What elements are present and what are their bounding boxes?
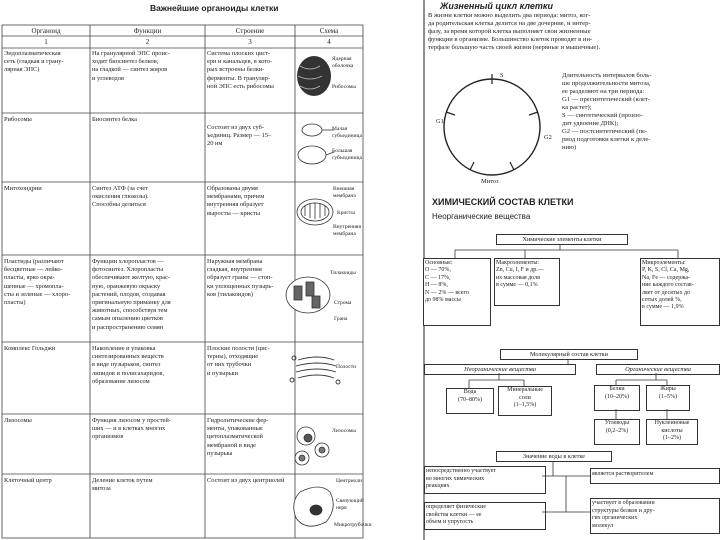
- row-name-mito: Митохондрии: [4, 185, 42, 192]
- carbs-box: Углеводы (0,2–2%): [594, 419, 640, 445]
- cycle-label-s: S: [500, 72, 504, 79]
- water-role-4: участвует в образовании структуры белков и дру- гих органических молекул: [590, 498, 720, 534]
- water-role-3: определяет физические свойства клетки — ее объем и упругость: [424, 502, 546, 530]
- row-func-er: На гранулярной ЭПС проис- ходит биосинтез белков, на гладкой — синтез жиров и углеводов: [92, 50, 170, 82]
- water-role-1: непосредственно участвует во многих химических реакциях: [424, 466, 546, 494]
- water-header-box: Значение воды в клетке: [496, 451, 612, 462]
- label-nuclear-envelope: Ядерная оболочка: [332, 56, 354, 69]
- macro-box: Основные: О — 70%, С — 17%, Н — 8%, N — 2% — всего до 98% массы: [423, 258, 491, 326]
- row-func-mito: Синтез АТФ (за счет окисления глюкозы). Способны делиться: [92, 185, 149, 209]
- micro-box: Макроэлементы: Zn, Cu, I, F и др.— их массовая доля в сумме — 0,1%: [494, 258, 560, 306]
- row-name-er: Эндоплазматическая сеть (гладкая и грану- лярная ЭПС): [4, 50, 64, 74]
- colnum-4: 4: [327, 38, 331, 46]
- life-cycle-periods: Длительность интервалов боль- ше продолжительности митоза, ее разделяют на три периода: G1 — пресинтетический (клет- ка растет); S — синтетический (произо- дит удвоение ДНК); G2 — постсинтетический (пе- риод подготовки клетки к деле- нию): [562, 72, 652, 151]
- label-small-subunit: Малая субъединица: [332, 126, 362, 139]
- organic-box: Органические вещества: [596, 364, 720, 375]
- header-organoid: Органоид: [31, 27, 61, 35]
- nucleic-box: Нуклеиновые кислоты (1–2%): [646, 419, 698, 445]
- water-box: Вода (70–80%): [446, 388, 494, 414]
- label-lysosomes: Лизосомы: [332, 428, 356, 434]
- label-cristae: Кристы: [337, 210, 355, 216]
- header-scheme: Схема: [319, 27, 339, 35]
- trace-box: Микроэлементы: Р, K, S, Cl, Ca, Mg, Na, Fe — содержа- ние каждого состав- ляет от десятых до сотых долей %, в сумме — 1,9%: [640, 258, 720, 326]
- header-structure: Строение: [235, 27, 265, 35]
- row-name-plastid: Пластиды (различают бесцветные — лейко- пласты, ярко окра- шенные — хромопла- сты и зеленые — хлоро- пласты): [4, 258, 71, 307]
- label-connecting: Связующий нерв: [336, 498, 364, 511]
- row-struct-plastid: Наружная мембрана гладкая, внутренняя образует граны — стоп- ки уплощенных пузырь- ков (тилакоидов): [207, 258, 274, 298]
- colnum-2: 2: [145, 38, 150, 46]
- row-func-plastid: Функции хлоропластов — фотосинтез. Хлоропласты обеспечивают желтую, крас- ную, оранжевую окраску растений, плодов, создавая оригинальную приманку для животных, способствуя тем самым опылению цветков и распространению семян: [92, 258, 171, 331]
- row-func-centrosome: Деление клеток путем митоза: [92, 477, 153, 493]
- row-struct-lysosome: Гидролитические фер- менты, упакованные цитоплазматической мембраной в виде пузырька: [207, 417, 269, 457]
- chem-title: ХИМИЧЕСКИЙ СОСТАВ КЛЕТКИ: [432, 197, 574, 207]
- row-struct-ribosome: Состоит из двух суб- ъединиц. Размер — 15– 20 нм: [207, 124, 272, 148]
- row-struct-er: Система плоских цист- ерн и канальцев, в кото- рых встроены белки- ферменты. В грануляр- ной ЭПС есть рибосомы: [207, 50, 274, 90]
- water-role-2: является растворителем: [590, 468, 720, 484]
- row-name-centrosome: Клеточный центр: [4, 477, 52, 484]
- label-microtubules: Микротрубочки: [334, 522, 372, 528]
- row-struct-centrosome: Состоит из двух центриолей: [207, 477, 285, 484]
- chem-subtitle: Неорганические вещества: [432, 212, 531, 221]
- label-outer-membrane: Внешняя мембрана: [333, 186, 356, 199]
- label-centrioles: Центриоли: [336, 478, 362, 484]
- fats-box: Жиры (1–5%): [646, 385, 690, 411]
- row-struct-golgi: Плоские полости (цис- терны), отходящие от них трубочки и пузырьки: [207, 345, 270, 377]
- inorganic-box: Неорганические вещества: [424, 364, 576, 375]
- life-cycle-intro: В жизни клетки можно выделить два периода: митоз, ког- да родительская клетка делится на две дочерние, и интер- фазу, за время которой клетка выполняет свои жизненные функции в организме. Большинство клеток проводят в ин- терфазе большую часть своей жизни (нервные и мышечные).: [428, 12, 601, 51]
- row-name-ribosome: Рибосомы: [4, 116, 32, 123]
- label-grana: Грана: [334, 316, 348, 322]
- row-name-golgi: Комплекс Гольджи: [4, 345, 56, 352]
- minerals-box: Минеральные соли (1–1,5%): [498, 386, 552, 416]
- label-thylakoids: Тилакоиды: [330, 270, 356, 276]
- row-name-lysosome: Лизосомы: [4, 417, 32, 424]
- label-ribosomes: Рибосомы: [332, 84, 356, 90]
- label-large-subunit: Большая субъединица: [332, 148, 362, 161]
- label-stroma: Строма: [334, 300, 352, 306]
- row-func-lysosome: Функция лизосом у простей- ших — и в клетках многих организмов: [92, 417, 171, 441]
- molecular-header-box: Молекулярный состав клетки: [500, 349, 638, 360]
- label-cavities: Полости: [336, 364, 357, 370]
- row-func-ribosome: Биосинтез белка: [92, 116, 137, 123]
- cycle-label-mitosis: Митоз: [481, 178, 499, 185]
- cycle-label-g1: G1: [436, 118, 444, 125]
- label-inner-membrane: Внутренняя мембрана: [333, 224, 361, 237]
- row-struct-mito: Образованы двумя мембранами, причем внутренняя образует выросты — кристы: [207, 185, 265, 217]
- colnum-1: 1: [44, 38, 48, 46]
- proteins-box: Белки (10–20%): [594, 385, 640, 411]
- row-func-golgi: Накопление и упаковка синтезированных веществ в виде пузырьков, синтез липидов и полисахаридов, образование лизосом: [92, 345, 165, 385]
- cycle-label-g2: G2: [544, 134, 552, 141]
- colnum-3: 3: [248, 38, 252, 46]
- table-title: Важнейшие органоиды клетки: [150, 3, 279, 13]
- header-function: Функции: [133, 27, 162, 35]
- life-cycle-title: Жизненный цикл клетки: [440, 1, 553, 11]
- elements-header-box: Химические элементы клетки: [496, 234, 628, 245]
